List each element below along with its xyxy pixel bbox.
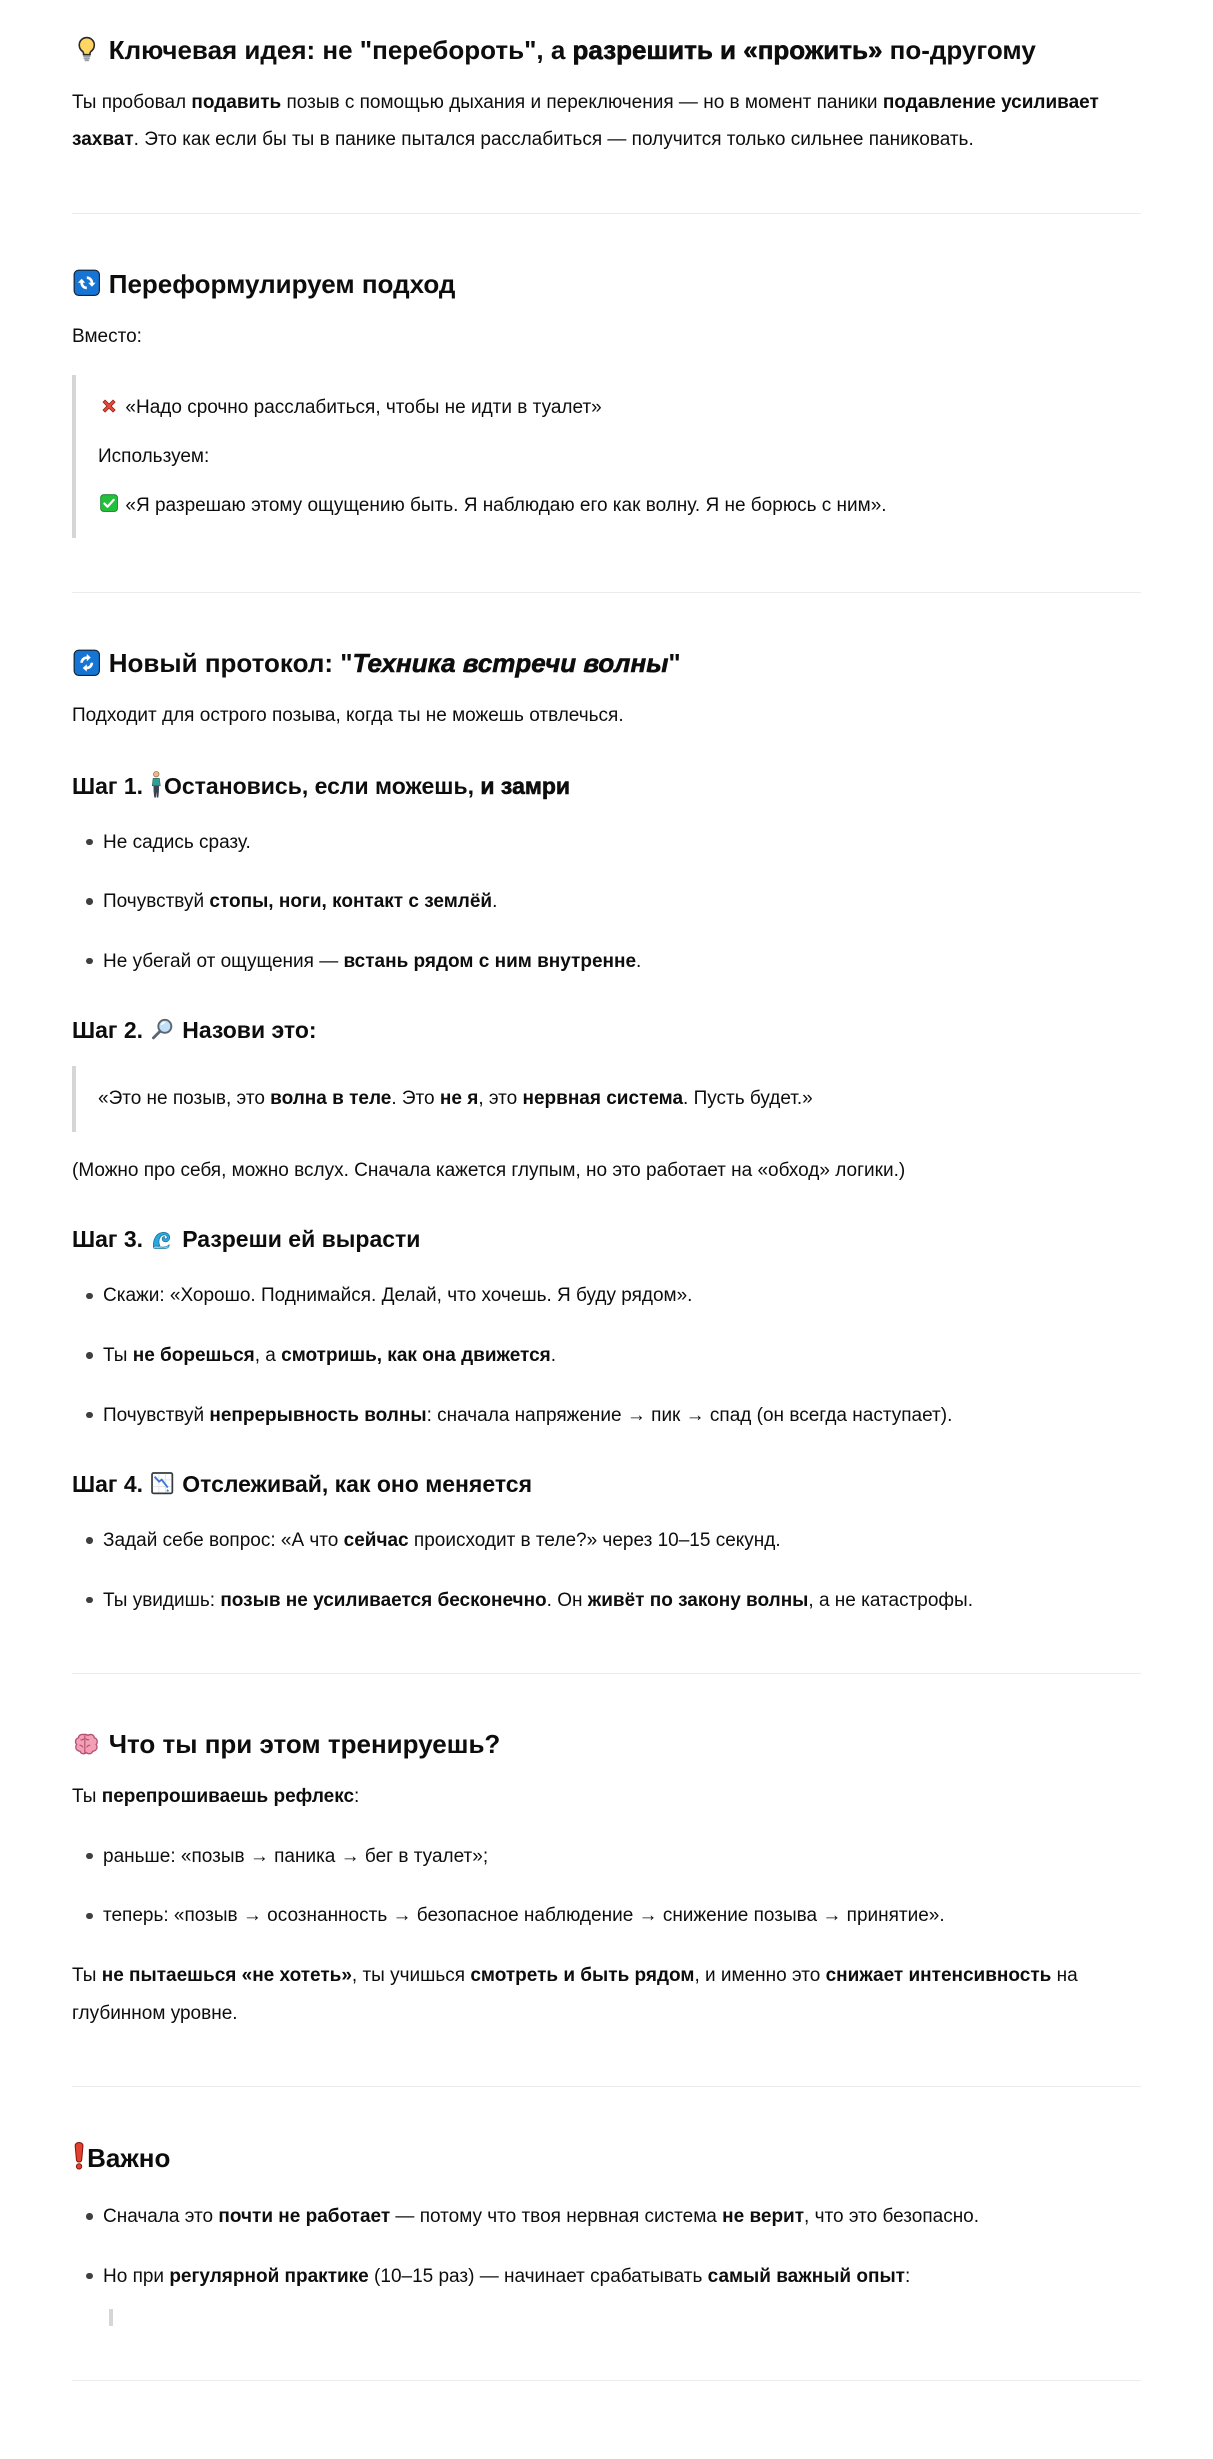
text-run: . Пусть будет.» bbox=[683, 1088, 813, 1110]
text-run: Ты пробовал bbox=[72, 91, 192, 113]
list-item bbox=[84, 1838, 1141, 1876]
text-run: , что это безопасно. bbox=[804, 2205, 980, 2227]
list-item bbox=[84, 1397, 1141, 1435]
list-item bbox=[84, 1522, 1141, 1560]
magnifying-glass-icon bbox=[150, 1017, 174, 1041]
bullet-list bbox=[72, 1838, 1141, 1935]
text-run: позыв с помощью дыхания и переключения — но в момент паники bbox=[281, 91, 883, 113]
text-run: , это bbox=[478, 1088, 523, 1110]
text-run: Ты bbox=[103, 1344, 133, 1366]
exclamation-mark-icon bbox=[73, 2141, 85, 2170]
list-item bbox=[84, 824, 1141, 862]
text-run: Шаг 2. bbox=[72, 1017, 150, 1044]
text-run: по-другому bbox=[882, 35, 1036, 65]
text-run: . bbox=[636, 950, 642, 972]
text-run: перепрошиваешь рефлекс bbox=[101, 1786, 355, 1808]
counterclockwise-arrows-icon bbox=[73, 649, 101, 677]
text-run: Разреши ей вырасти bbox=[175, 1226, 421, 1253]
text-run: самый важный опыт bbox=[707, 2265, 905, 2287]
step-heading bbox=[72, 1016, 1141, 1046]
paragraph bbox=[72, 1152, 1141, 1190]
person-standing-icon bbox=[150, 771, 163, 798]
list-item bbox=[84, 943, 1141, 981]
paragraph bbox=[72, 318, 1141, 356]
quote-block bbox=[109, 2309, 1141, 2326]
divider bbox=[72, 2086, 1141, 2087]
check-mark-icon bbox=[99, 493, 119, 513]
text-run: «Я разрешаю этому ощущению быть. Я наблюдаю его как волну. Я не борюсь с ним». bbox=[120, 494, 887, 516]
text-run: Назови это: bbox=[175, 1017, 317, 1044]
text-run: Сначала это bbox=[103, 2205, 219, 2227]
section-heading bbox=[72, 1728, 1141, 1762]
text-run: Важно bbox=[87, 2143, 171, 2174]
text-run: Шаг 4. bbox=[72, 1471, 150, 1498]
text-run: раньше: «позыв → паника → бег в туалет»; bbox=[103, 1845, 489, 1867]
chart-decreasing-icon bbox=[150, 1471, 174, 1495]
text-run: происходит в теле?» через 10–15 секунд. bbox=[408, 1530, 781, 1552]
section-heading bbox=[72, 268, 1141, 302]
quote-block bbox=[72, 375, 1141, 538]
text-run: . Это bbox=[391, 1088, 440, 1110]
text-run: подавление усиливает захват bbox=[72, 91, 1099, 151]
text-run: разрешить и «прожить» bbox=[572, 35, 883, 65]
text-run: . bbox=[550, 1344, 557, 1366]
list-item bbox=[84, 1277, 1141, 1315]
text-run: Ты bbox=[72, 1786, 102, 1808]
divider bbox=[72, 1673, 1141, 1674]
paragraph bbox=[72, 697, 1141, 735]
step-heading bbox=[72, 771, 1141, 802]
text-run: : bbox=[905, 2265, 911, 2287]
text-run: позыв не усиливается бесконечно bbox=[220, 1589, 547, 1611]
text-run: . Он bbox=[546, 1589, 588, 1611]
text-run: : сначала напряжение → пик → спад (он всегда наступает). bbox=[426, 1404, 953, 1426]
text-run: Почувствуй bbox=[103, 891, 210, 913]
text-run: Не садись сразу. bbox=[103, 831, 251, 853]
document bbox=[72, 34, 1141, 2381]
paragraph bbox=[72, 1778, 1141, 1816]
list-item bbox=[84, 2198, 1141, 2236]
text-run: смотреть и быть рядом bbox=[470, 1964, 695, 1986]
text-run: смотришь, как она движется bbox=[281, 1344, 551, 1366]
text-run: подавить bbox=[191, 91, 282, 113]
lightbulb-icon bbox=[73, 35, 101, 63]
text-run: Ты bbox=[72, 1964, 102, 1986]
text-run: и замри bbox=[480, 772, 571, 799]
text-run: (10–15 раз) — начинает срабатывать bbox=[368, 2265, 708, 2287]
text-run: Вместо: bbox=[72, 325, 142, 347]
text-run: Шаг 3. bbox=[72, 1226, 150, 1253]
text-run: Подходит для острого позыва, когда ты не можешь отвлечься. bbox=[72, 705, 624, 727]
text-run: . Это как если бы ты в панике пытался расслабиться — получится только сильнее паниковать. bbox=[133, 129, 974, 151]
quote-line bbox=[98, 487, 1141, 525]
text-run: стопы, ноги, контакт с землёй bbox=[209, 891, 493, 913]
text-run: Ключевая идея: не "перебороть", а bbox=[101, 35, 573, 65]
brain-icon bbox=[73, 1730, 101, 1758]
quote-block bbox=[72, 1066, 1141, 1132]
divider bbox=[72, 2380, 1141, 2381]
text-run: , а bbox=[254, 1344, 282, 1366]
text-run: Отслеживай, как оно меняется bbox=[175, 1471, 533, 1498]
cross-mark-icon bbox=[99, 396, 119, 416]
text-run: Переформулируем подход bbox=[101, 269, 456, 300]
text-run: непрерывность волны bbox=[209, 1404, 427, 1426]
text-run: Ты увидишь: bbox=[103, 1589, 221, 1611]
text-run: живёт по закону волны bbox=[587, 1589, 809, 1611]
bullet-list bbox=[72, 2198, 1141, 2326]
text-run: не верит bbox=[722, 2205, 805, 2227]
text-run: . bbox=[492, 891, 498, 913]
quote-line bbox=[98, 438, 1141, 476]
list-item bbox=[84, 2258, 1141, 2327]
bullet-list bbox=[72, 1277, 1141, 1434]
text-run: (Можно про себя, можно вслух. Сначала кажется глупым, но это работает на «обход» логики.) bbox=[72, 1159, 906, 1181]
text-run: Что ты при этом тренируешь? bbox=[101, 1729, 501, 1760]
text-run: Но при bbox=[103, 2265, 170, 2287]
text-run: встань рядом с ним внутренне bbox=[343, 950, 637, 972]
section-heading bbox=[72, 2141, 1141, 2176]
text-run: Не убегай от ощущения — bbox=[103, 950, 344, 972]
text-run: — потому что твоя нервная система bbox=[390, 2205, 723, 2227]
text-run: снижает интенсивность bbox=[825, 1964, 1052, 1986]
text-run: Новый протокол: " bbox=[101, 648, 353, 679]
text-run: не я bbox=[439, 1088, 479, 1110]
quote-line bbox=[98, 1080, 1141, 1118]
text-run: нервная система bbox=[522, 1088, 684, 1110]
text-run: Остановись, если можешь, bbox=[163, 772, 481, 799]
text-run: , и именно это bbox=[694, 1964, 826, 1986]
list-item bbox=[84, 1897, 1141, 1935]
quote-line bbox=[98, 389, 1141, 427]
step-heading bbox=[72, 1470, 1141, 1500]
text-run: почти не работает bbox=[218, 2205, 391, 2227]
text-run: Почувствуй bbox=[103, 1404, 210, 1426]
repeat-icon bbox=[73, 269, 101, 297]
text-run: «Надо срочно расслабиться, чтобы не идти в туалет» bbox=[120, 397, 602, 419]
text-run: Скажи: «Хорошо. Поднимайся. Делай, что хочешь. Я буду рядом». bbox=[103, 1285, 693, 1307]
bullet-list bbox=[72, 1522, 1141, 1619]
water-wave-icon bbox=[150, 1227, 174, 1251]
text-run: Шаг 1. bbox=[72, 772, 150, 799]
bullet-list bbox=[72, 824, 1141, 981]
text-run: , а не катастрофы. bbox=[808, 1589, 973, 1611]
text-run: Задай себе вопрос: «А что bbox=[103, 1530, 344, 1552]
divider bbox=[72, 213, 1141, 214]
text-run: теперь: «позыв → осознанность → безопасное наблюдение → снижение позыва → принятие». bbox=[103, 1905, 945, 1927]
text-run: Техника встречи волны bbox=[352, 648, 669, 679]
step-heading bbox=[72, 1225, 1141, 1255]
paragraph bbox=[72, 1957, 1141, 2032]
list-item bbox=[84, 1582, 1141, 1620]
text-run: не борешься bbox=[132, 1344, 255, 1366]
text-run: " bbox=[668, 648, 681, 679]
text-run: регулярной практике bbox=[169, 2265, 369, 2287]
text-run: , ты учишься bbox=[351, 1964, 471, 1986]
list-item bbox=[84, 883, 1141, 921]
text-run: волна в теле bbox=[270, 1088, 392, 1110]
text-run: : bbox=[354, 1786, 360, 1808]
text-run: Используем: bbox=[98, 446, 210, 468]
text-run: «Это не позыв, это bbox=[98, 1088, 271, 1110]
list-item bbox=[84, 1337, 1141, 1375]
paragraph bbox=[72, 84, 1141, 159]
text-run: на глубинном уровне. bbox=[72, 1964, 1078, 2024]
text-run: сейчас bbox=[343, 1530, 409, 1552]
section-heading bbox=[72, 34, 1141, 68]
divider bbox=[72, 592, 1141, 593]
text-run: не пытаешься «не хотеть» bbox=[101, 1964, 352, 1986]
section-heading bbox=[72, 647, 1141, 681]
